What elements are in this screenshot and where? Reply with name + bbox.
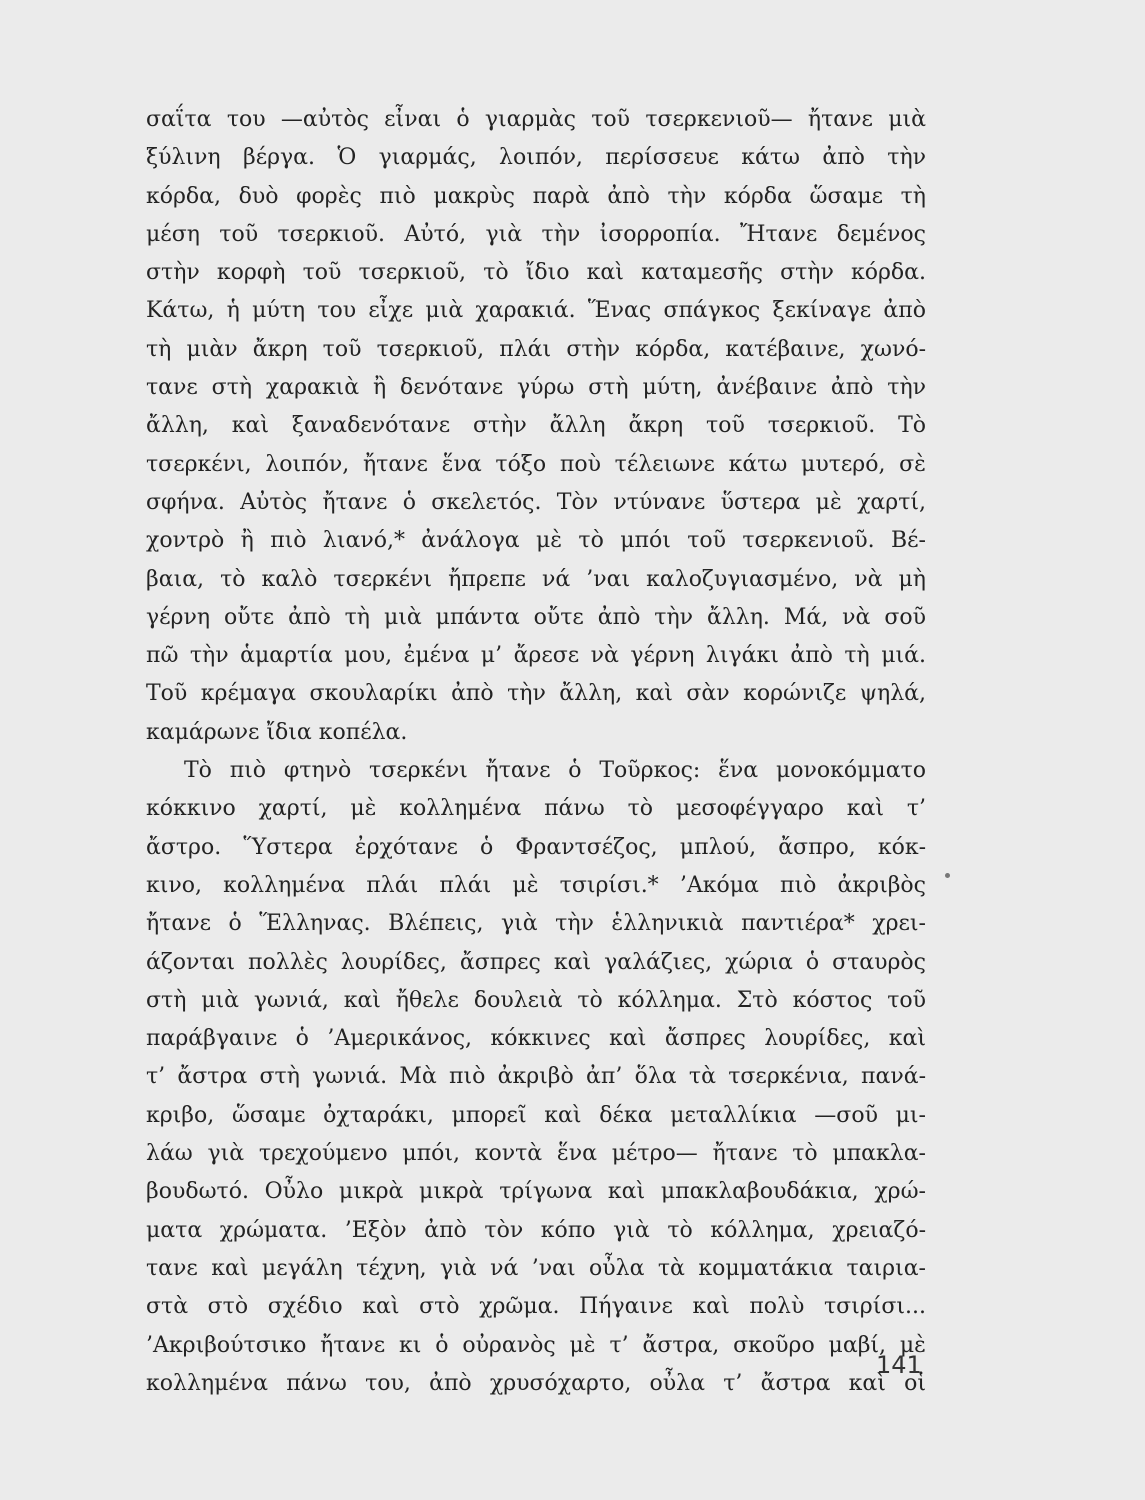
text-line: κριβο, ὥσαμε ὀχταράκι, μπορεῖ καὶ δέκα μεταλλίκια —σοῦ μι- <box>146 1102 926 1128</box>
text-line: κολλημένα πάνω του, ἀπὸ χρυσόχαρτο, οὖλα τ’ ἄστρα καὶ οἱ <box>146 1370 926 1396</box>
text-line: στὴ μιὰ γωνιά, καὶ ἤθελε δουλειὰ τὸ κόλλημα. Στὸ κόστος τοῦ <box>146 987 926 1013</box>
text-line: ἤτανε ὁ Ἕλληνας. Βλέπεις, γιὰ τὴν ἑλληνικιὰ παντιέρα* χρει- <box>146 911 926 937</box>
text-line: σφήνα. Αὐτὸς ἤτανε ὁ σκελετός. Τὸν ντύνανε ὕστερα μὲ χαρτί, <box>146 489 926 515</box>
text-line: Τοῦ κρέμαγα σκουλαρίκι ἀπὸ τὴν ἄλλη, καὶ σὰν κορώνιζε ψηλά, <box>146 681 926 707</box>
text-line: ματα χρώματα. ’Εξὸν ἀπὸ τὸν κόπο γιὰ τὸ κόλλημα, χρειαζό- <box>146 1217 926 1243</box>
text-line: ξύλινη βέργα. Ὁ γιαρμάς, λοιπόν, περίσσευε κάτω ἀπὸ τὴν <box>146 145 926 171</box>
text-line: πῶ τὴν ἁμαρτία μου, ἐμένα μ’ ἄρεσε νὰ γέρνη λιγάκι ἀπὸ τὴ μιά. <box>146 643 926 669</box>
text-line: κόκκινο χαρτί, μὲ κολλημένα πάνω τὸ μεσοφέγγαρο καὶ τ’ <box>146 796 926 822</box>
text-line: βουδωτό. Οὖλο μικρὰ μικρὰ τρίγωνα καὶ μπακλαβουδάκια, χρώ- <box>146 1179 926 1205</box>
text-line: τ’ ἄστρα στὴ γωνιά. Μὰ πιὸ ἀκριβὸ ἀπ’ ὅλα τὰ τσερκένια, πανά- <box>146 1064 926 1090</box>
text-line: γέρνη οὔτε ἀπὸ τὴ μιὰ μπάντα οὔτε ἀπὸ τὴν ἄλλη. Μά, νὰ σοῦ <box>146 604 926 630</box>
text-line: λάω γιὰ τρεχούμενο μπόι, κοντὰ ἕνα μέτρο— ἤτανε τὸ μπακλα- <box>146 1141 926 1167</box>
text-line: Τὸ πιὸ φτηνὸ τσερκένι ἤτανε ὁ Τοῦρκος: ἕνα μονοκόμματο <box>184 758 926 784</box>
text-line: παράβγαινε ὁ ’Αμερικάνος, κόκκινες καὶ ἄσπρες λουρίδες, καὶ <box>146 1026 926 1052</box>
text-line: τσερκένι, λοιπόν, ἤτανε ἕνα τόξο ποὺ τέλειωνε κάτω μυτερό, σὲ <box>146 451 926 477</box>
text-line: τανε στὴ χαρακιὰ ἢ δενότανε γύρω στὴ μύτη, ἀνέβαινε ἀπὸ τὴν <box>146 375 926 401</box>
text-line: τανε καὶ μεγάλη τέχνη, γιὰ νά ’ναι οὖλα τὰ κομματάκια ταιρια- <box>146 1255 926 1281</box>
text-line: κόρδα, δυὸ φορὲς πιὸ μακρὺς παρὰ ἀπὸ τὴν κόρδα ὥσαμε τὴ <box>146 183 926 209</box>
text-line: άζονται πολλὲς λουρίδες, ἄσπρες καὶ γαλάζιες, χώρια ὁ σταυρὸς <box>146 949 926 975</box>
paragraph-2 <box>146 752 926 1403</box>
text-line: σαΐτα του —αὐτὸς εἶναι ὁ γιαρμὰς τοῦ τσερκενιοῦ— ἤτανε μιὰ <box>146 107 926 132</box>
text-line: στὴν κορφὴ τοῦ τσερκιοῦ, τὸ ἴδιο καὶ καταμεσῆς στὴν κόρδα. <box>146 260 926 286</box>
text-line: κινο, κολλημένα πλάι πλάι μὲ τσιρίσι.* ’Ακόμα πιὸ ἀκριβὸς <box>146 872 926 898</box>
text-line: ἄλλη, καὶ ξαναδενότανε στὴν ἄλλη ἄκρη τοῦ τσερκιοῦ. Τὸ <box>146 413 926 439</box>
text-line: βαια, τὸ καλὸ τσερκένι ἤπρεπε νά ’ναι καλοζυγιασμένο, νὰ μὴ <box>146 566 926 592</box>
text-line: ἄστρο. Ὕστερα ἐρχότανε ὁ Φραντσέζος, μπλού, ἄσπρο, κόκ- <box>146 834 926 860</box>
page-number: 141 <box>876 1351 922 1379</box>
text-line: Κάτω, ἡ μύτη του εἶχε μιὰ χαρακιά. Ἕνας σπάγκος ξεκίναγε ἀπὸ <box>146 298 926 324</box>
text-block <box>146 101 926 1403</box>
text-line: στὰ στὸ σχέδιο καὶ στὸ χρῶμα. Πήγαινε καὶ πολὺ τσιρίσι... <box>146 1294 926 1320</box>
text-line: ’Ακριβούτσικο ἤτανε κι ὁ οὐρανὸς μὲ τ’ ἄστρα, σκοῦρο μαβί, μὲ <box>146 1332 926 1358</box>
stray-ink-dot <box>945 873 950 878</box>
paragraph-1 <box>146 101 926 752</box>
text-line: χοντρὸ ἢ πιὸ λιανό,* ἀνάλογα μὲ τὸ μπόι τοῦ τσερκενιοῦ. Βέ- <box>146 528 926 554</box>
text-line: μέση τοῦ τσερκιοῦ. Αὐτό, γιὰ τὴν ἰσορροπία. Ἤτανε δεμένος <box>146 221 926 247</box>
text-line: τὴ μιὰν ἄκρη τοῦ τσερκιοῦ, πλάι στὴν κόρδα, κατέβαινε, χωνό- <box>146 336 926 362</box>
text-line: καμάρωνε ἴδια κοπέλα. <box>146 719 408 745</box>
